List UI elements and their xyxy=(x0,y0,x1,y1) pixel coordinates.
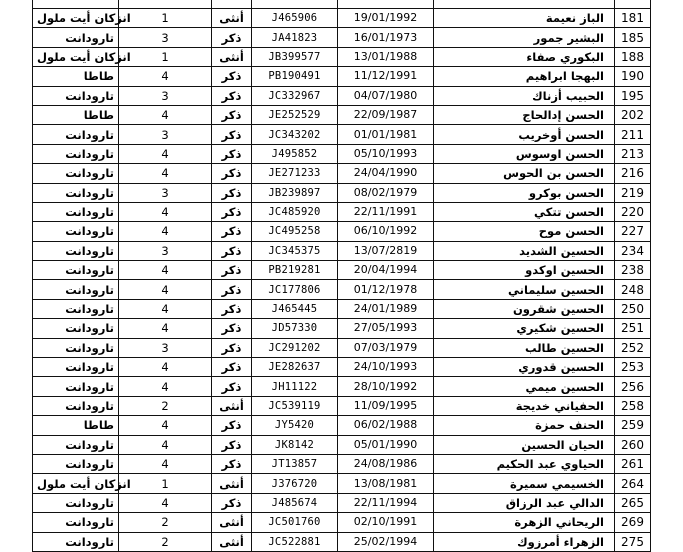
full-name-cell: الحسن تتكي xyxy=(434,202,615,221)
id-number-cell: JH11122 xyxy=(252,377,338,396)
category-cell: 4 xyxy=(119,416,212,435)
gender-cell: ذكر xyxy=(212,358,252,377)
birth-date-cell: 01/12/1978 xyxy=(338,280,434,299)
gender-cell: أنثى xyxy=(212,532,252,551)
birth-date-cell: 28/10/1992 xyxy=(338,377,434,396)
id-number-cell: J495852 xyxy=(252,144,338,163)
table-row xyxy=(33,183,651,202)
table-row xyxy=(33,280,651,299)
id-number-cell: JC291202 xyxy=(252,338,338,357)
full-name-cell: الحسين اوكدو xyxy=(434,261,615,280)
gender-cell: ذكر xyxy=(212,125,252,144)
birth-date-cell: 05/10/1993 xyxy=(338,144,434,163)
id-number-cell: J485674 xyxy=(252,493,338,512)
table-row xyxy=(33,435,651,454)
table-row xyxy=(33,125,651,144)
id-number-cell: JB399577 xyxy=(252,47,338,66)
id-number-cell: PB190491 xyxy=(252,67,338,86)
gender-cell: أنثى xyxy=(212,396,252,415)
full-name-cell: الدالي عبد الرزاق xyxy=(434,493,615,512)
full-name-cell: الحسين سليماني xyxy=(434,280,615,299)
gender-cell: ذكر xyxy=(212,261,252,280)
category-cell: 3 xyxy=(119,86,212,105)
id-number-cell: JE271233 xyxy=(252,164,338,183)
table-row xyxy=(33,493,651,512)
full-name-cell: الحسن اوسوس xyxy=(434,144,615,163)
full-name-cell: الحسين ميمي xyxy=(434,377,615,396)
table-row xyxy=(33,416,651,435)
id-number-cell: J376720 xyxy=(252,474,338,493)
full-name-cell: الحفياني خديجة xyxy=(434,396,615,415)
row-number-cell: 216 xyxy=(615,164,651,183)
province-cell: تارودانت xyxy=(33,513,119,532)
id-number-cell: JA41823 xyxy=(252,28,338,47)
id-number-cell: JE252529 xyxy=(252,105,338,124)
province-cell: تارودانت xyxy=(33,338,119,357)
row-number-cell: 202 xyxy=(615,105,651,124)
province-cell: تارودانت xyxy=(33,532,119,551)
province-cell: تارودانت xyxy=(33,493,119,512)
category-cell: 1 xyxy=(119,47,212,66)
category-cell: 4 xyxy=(119,299,212,318)
row-number-cell: 195 xyxy=(615,86,651,105)
id-number-cell: JC539119 xyxy=(252,396,338,415)
row-number-cell: 234 xyxy=(615,241,651,260)
id-number-cell: JC332967 xyxy=(252,86,338,105)
table-row xyxy=(33,299,651,318)
full-name-cell: البهجا ابراهيم xyxy=(434,67,615,86)
gender-cell: ذكر xyxy=(212,435,252,454)
row-number-cell: 265 xyxy=(615,493,651,512)
table-row xyxy=(33,396,651,415)
category-cell: 4 xyxy=(119,377,212,396)
province-cell: تارودانت xyxy=(33,377,119,396)
row-number-cell: 190 xyxy=(615,67,651,86)
category-cell: 2 xyxy=(119,513,212,532)
row-number-cell: 227 xyxy=(615,222,651,241)
row-number-cell: 258 xyxy=(615,396,651,415)
gender-cell: ذكر xyxy=(212,416,252,435)
table-row xyxy=(33,28,651,47)
province-cell: تارودانت xyxy=(33,222,119,241)
row-number-cell: 238 xyxy=(615,261,651,280)
category-cell: 1 xyxy=(119,474,212,493)
birth-date-cell: 25/02/1994 xyxy=(338,532,434,551)
birth-date-cell: 22/09/1987 xyxy=(338,105,434,124)
row-number-cell: 188 xyxy=(615,47,651,66)
id-number-cell: JB239897 xyxy=(252,183,338,202)
full-name-cell: الحبيب أزناك xyxy=(434,86,615,105)
gender-cell: ذكر xyxy=(212,319,252,338)
province-cell: تارودانت xyxy=(33,299,119,318)
id-number-cell: JK8142 xyxy=(252,435,338,454)
row-number-cell: 256 xyxy=(615,377,651,396)
province-cell: تارودانت xyxy=(33,241,119,260)
full-name-cell: الزهراء أمرزوك xyxy=(434,532,615,551)
category-cell: 4 xyxy=(119,202,212,221)
gender-cell: ذكر xyxy=(212,164,252,183)
table-row xyxy=(33,261,651,280)
gender-cell: ذكر xyxy=(212,454,252,473)
birth-date-cell: 07/03/1979 xyxy=(338,338,434,357)
table-row xyxy=(33,144,651,163)
gender-cell: ذكر xyxy=(212,299,252,318)
gender-cell: ذكر xyxy=(212,105,252,124)
full-name-cell: الحسين شقرون xyxy=(434,299,615,318)
birth-date-cell: 20/04/1994 xyxy=(338,261,434,280)
full-name-cell: الحسن بن الحوس xyxy=(434,164,615,183)
full-name-cell: الحسن إدالحاج xyxy=(434,105,615,124)
category-cell: 4 xyxy=(119,164,212,183)
province-cell: تارودانت xyxy=(33,261,119,280)
birth-date-cell: 06/02/1988 xyxy=(338,416,434,435)
category-cell: 4 xyxy=(119,144,212,163)
id-number-cell: JC501760 xyxy=(252,513,338,532)
table-row xyxy=(33,532,651,551)
table-row xyxy=(33,358,651,377)
full-name-cell: الحسين الشديد xyxy=(434,241,615,260)
table-row xyxy=(33,377,651,396)
gender-cell: ذكر xyxy=(212,493,252,512)
table-row xyxy=(33,338,651,357)
table-row xyxy=(33,67,651,86)
id-number-cell: JC495258 xyxy=(252,222,338,241)
table-row xyxy=(33,47,651,66)
candidate-table xyxy=(32,0,651,552)
gender-cell: ذكر xyxy=(212,241,252,260)
row-number-cell: 211 xyxy=(615,125,651,144)
province-cell: تارودانت xyxy=(33,280,119,299)
row-number-cell: 220 xyxy=(615,202,651,221)
gender-cell: أنثى xyxy=(212,513,252,532)
id-number-cell: JT13857 xyxy=(252,454,338,473)
table-row xyxy=(33,319,651,338)
province-cell: تارودانت xyxy=(33,144,119,163)
birth-date-cell: 08/02/1979 xyxy=(338,183,434,202)
id-number-cell: JC522881 xyxy=(252,532,338,551)
id-number-cell: J465445 xyxy=(252,299,338,318)
birth-date-cell: 01/01/1981 xyxy=(338,125,434,144)
category-cell: 4 xyxy=(119,454,212,473)
table-row xyxy=(33,105,651,124)
province-cell: تارودانت xyxy=(33,358,119,377)
id-number-cell: JD57330 xyxy=(252,319,338,338)
row-number-cell: 248 xyxy=(615,280,651,299)
category-cell: 3 xyxy=(119,125,212,144)
gender-cell: ذكر xyxy=(212,338,252,357)
birth-date-cell: 13/07/2819 xyxy=(338,241,434,260)
birth-date-cell: 24/01/1989 xyxy=(338,299,434,318)
province-cell: تارودانت xyxy=(33,86,119,105)
gender-cell: أنثى xyxy=(212,474,252,493)
birth-date-cell: 27/05/1993 xyxy=(338,319,434,338)
id-number-cell: PB219281 xyxy=(252,261,338,280)
gender-cell: ذكر xyxy=(212,202,252,221)
row-number-cell: 250 xyxy=(615,299,651,318)
full-name-cell: البشير جمور xyxy=(434,28,615,47)
category-cell: 4 xyxy=(119,261,212,280)
full-name-cell: البكوري صفاء xyxy=(434,47,615,66)
gender-cell: ذكر xyxy=(212,86,252,105)
category-cell: 4 xyxy=(119,105,212,124)
category-cell: 4 xyxy=(119,493,212,512)
row-number-cell: 259 xyxy=(615,416,651,435)
province-cell: تارودانت xyxy=(33,202,119,221)
province-cell: تارودانت xyxy=(33,183,119,202)
province-cell: طاطا xyxy=(33,105,119,124)
birth-date-cell: 13/08/1981 xyxy=(338,474,434,493)
row-number-cell: 219 xyxy=(615,183,651,202)
province-cell: تارودانت xyxy=(33,164,119,183)
row-number-cell: 261 xyxy=(615,454,651,473)
full-name-cell: الحنف حمزة xyxy=(434,416,615,435)
birth-date-cell: 24/10/1993 xyxy=(338,358,434,377)
full-name-cell: الخسيمي سميرة xyxy=(434,474,615,493)
province-cell: انزكان أيت ملول xyxy=(33,474,119,493)
row-number-cell: 264 xyxy=(615,474,651,493)
row-number-cell: 260 xyxy=(615,435,651,454)
province-cell: طاطا xyxy=(33,67,119,86)
full-name-cell: الحسين طالب xyxy=(434,338,615,357)
id-number-cell: JC177806 xyxy=(252,280,338,299)
table-row xyxy=(33,513,651,532)
category-cell: 4 xyxy=(119,435,212,454)
category-cell: 4 xyxy=(119,280,212,299)
birth-date-cell: 11/12/1991 xyxy=(338,67,434,86)
birth-date-cell: 06/10/1992 xyxy=(338,222,434,241)
gender-cell: ذكر xyxy=(212,183,252,202)
category-cell: 3 xyxy=(119,183,212,202)
category-cell: 3 xyxy=(119,241,212,260)
row-number-cell: 251 xyxy=(615,319,651,338)
category-cell: 3 xyxy=(119,28,212,47)
table-row xyxy=(33,222,651,241)
category-cell: 3 xyxy=(119,338,212,357)
province-cell: تارودانت xyxy=(33,396,119,415)
category-cell: 4 xyxy=(119,319,212,338)
row-number-cell: 185 xyxy=(615,28,651,47)
table-row xyxy=(33,86,651,105)
table-row xyxy=(33,202,651,221)
birth-date-cell: 22/11/1991 xyxy=(338,202,434,221)
candidate-list-sheet xyxy=(32,0,650,549)
table-row xyxy=(33,454,651,473)
full-name-cell: الحسن بوكرو xyxy=(434,183,615,202)
row-number-cell: 269 xyxy=(615,513,651,532)
birth-date-cell: 19/01/1992 xyxy=(338,9,434,28)
row-number-cell: 181 xyxy=(615,9,651,28)
table-row xyxy=(33,241,651,260)
full-name-cell: الحسن أوخريب xyxy=(434,125,615,144)
birth-date-cell: 11/09/1995 xyxy=(338,396,434,415)
id-number-cell: JC485920 xyxy=(252,202,338,221)
gender-cell: ذكر xyxy=(212,377,252,396)
id-number-cell: JY5420 xyxy=(252,416,338,435)
province-cell: تارودانت xyxy=(33,319,119,338)
province-cell: طاطا xyxy=(33,416,119,435)
row-number-cell: 213 xyxy=(615,144,651,163)
full-name-cell: الباز نعيمة xyxy=(434,9,615,28)
category-cell: 2 xyxy=(119,396,212,415)
birth-date-cell: 02/10/1991 xyxy=(338,513,434,532)
gender-cell: ذكر xyxy=(212,144,252,163)
id-number-cell: JC345375 xyxy=(252,241,338,260)
gender-cell: ذكر xyxy=(212,280,252,299)
category-cell: 1 xyxy=(119,9,212,28)
category-cell: 2 xyxy=(119,532,212,551)
province-cell: انزكان أيت ملول xyxy=(33,47,119,66)
gender-cell: ذكر xyxy=(212,67,252,86)
row-number-cell: 275 xyxy=(615,532,651,551)
province-cell: تارودانت xyxy=(33,28,119,47)
province-cell: تارودانت xyxy=(33,125,119,144)
full-name-cell: الحسن موح xyxy=(434,222,615,241)
row-number-cell: 252 xyxy=(615,338,651,357)
birth-date-cell: 05/01/1990 xyxy=(338,435,434,454)
province-cell: تارودانت xyxy=(33,454,119,473)
gender-cell: ذكر xyxy=(212,222,252,241)
province-cell: انزكان أيت ملول xyxy=(33,9,119,28)
id-number-cell: JE282637 xyxy=(252,358,338,377)
category-cell: 4 xyxy=(119,67,212,86)
category-cell: 4 xyxy=(119,358,212,377)
id-number-cell: J465906 xyxy=(252,9,338,28)
table-row xyxy=(33,164,651,183)
birth-date-cell: 24/08/1986 xyxy=(338,454,434,473)
birth-date-cell: 16/01/1973 xyxy=(338,28,434,47)
category-cell: 4 xyxy=(119,222,212,241)
birth-date-cell: 13/01/1988 xyxy=(338,47,434,66)
province-cell: تارودانت xyxy=(33,435,119,454)
full-name-cell: الحسين قدوري xyxy=(434,358,615,377)
gender-cell: ذكر xyxy=(212,28,252,47)
gender-cell: أنثى xyxy=(212,47,252,66)
table-top-edge xyxy=(33,0,651,9)
gender-cell: أنثى xyxy=(212,9,252,28)
birth-date-cell: 24/04/1990 xyxy=(338,164,434,183)
full-name-cell: الحيان الحسين xyxy=(434,435,615,454)
full-name-cell: الحياوي عبد الحكيم xyxy=(434,454,615,473)
table-row xyxy=(33,474,651,493)
birth-date-cell: 04/07/1980 xyxy=(338,86,434,105)
id-number-cell: JC343202 xyxy=(252,125,338,144)
full-name-cell: الحسين شكيري xyxy=(434,319,615,338)
table-row xyxy=(33,9,651,28)
row-number-cell: 253 xyxy=(615,358,651,377)
birth-date-cell: 22/11/1994 xyxy=(338,493,434,512)
full-name-cell: الريحاني الزهرة xyxy=(434,513,615,532)
